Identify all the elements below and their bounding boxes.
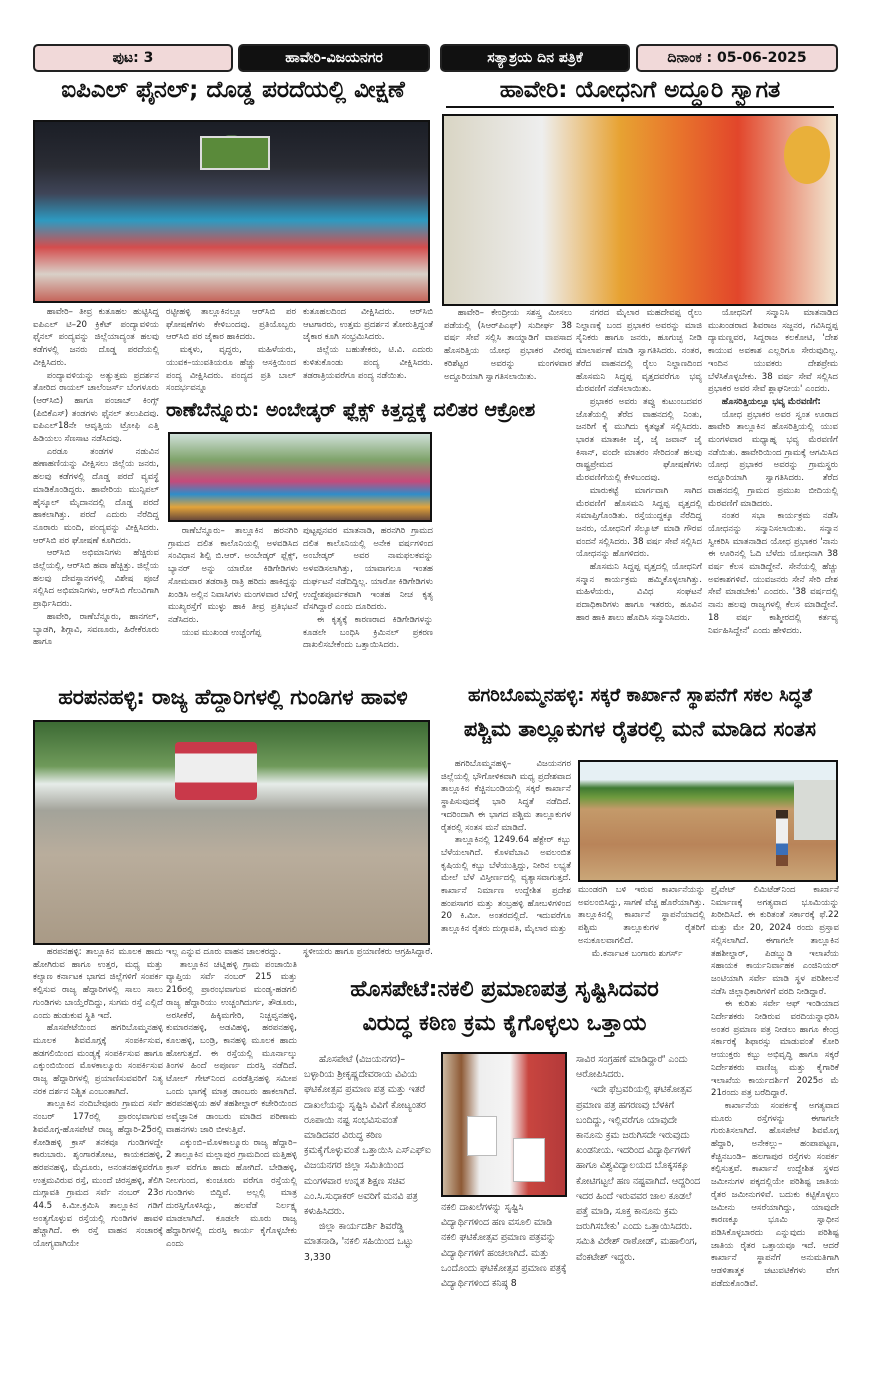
hosapete-column-3 — [576, 1052, 704, 1327]
ipl-column-2 — [166, 306, 296, 398]
paragraph: ತಾಲ್ಲೂಕಿನಲ್ಲಿ 1249.64 ಹೆಕ್ಟೇರ್ ಕಬ್ಬು ಬೆಳೆಯಲಾಗಿದೆ. ಕೊಳವೆಬಾವಿ ಅವಲಂಬಿತ ಕೃಷಿಯಲ್ಲಿ ಕಬ್ಬು ಬೆಳೆಯುತ್ತಿದ್ದು, ನೀರಿನ ಲಭ್ಯತೆ ಮೇಲೆ ಬೆಳೆ ವಿಸ್ತೀರ್ಣದಲ್ಲಿ ವ್ಯತ್ಯಾಸವಾಗುತ್ತದೆ. ಕಾರ್ಖಾನೆ ನಿರ್ಮಾಣ ಉದ್ದೇಶಿತ ಪ್ರದೇಶ ಹಂಪಸಾಗರ ಮತ್ತು ತಂಬ್ರಹಳ್ಳಿ ಹೋಬಳಿಗಳಿಂದ 20 ಕಿ.ಮೀ. ಅಂತರದಲ್ಲಿದೆ. ಇದುವರೆಗೂ ತಾಲ್ಲೂಕಿನ ರೈತರು ದುಗ್ಗಾವತಿ, ಮೈಲಾರ ಮತ್ತು — [441, 835, 571, 935]
certificate-right — [513, 1138, 545, 1182]
photo-farm-field — [578, 760, 838, 882]
photo-two-men-letters — [441, 1052, 567, 1197]
paragraph: ಎರಡೂ ತಂಡಗಳ ನಡುವಿನ ಹಣಾಹಣಿಯನ್ನು ವೀಕ್ಷಿಸಲು ಜಿಲ್ಲೆಯ ಜನರು, ಹಲವು ಕಡೆಗಳಲ್ಲಿ ದೊಡ್ಡ ಪರದೆ ವ್ಯವಸ್ಥೆ ಮಾಡಿಕೊಂಡಿದ್ದರು. ಹಾವೇರಿಯ ಮುನ್ಸಿಪಲ್ ಹೈಸ್ಕೂಲ್ ಮೈದಾನದಲ್ಲಿ ದೊಡ್ಡ ಪರದೆ ಹಾಕಲಾಗಿತ್ತು. ಪರದೆ ಎದುರು ನೆರೆದಿದ್ದ ನೂರಾರು ಮಂದಿ, ಪಂದ್ಯವನ್ನು ವೀಕ್ಷಿಸಿದರು. ಆರ್‌ಸಿಬಿ ಪರ ಘೋಷಣೆ ಕೂಗಿದರು. — [33, 446, 159, 546]
paragraph: ಹಾವೇರಿ– ಕೇಂದ್ರೀಯ ಸಶಸ್ತ್ರ ಮೀಸಲು ಪಡೆಯಲ್ಲಿ (ಸಿಆರ್‌ಪಿಎಫ್) ಸುದೀರ್ಘ 38 ವರ್ಷ ಸೇವೆ ಸಲ್ಲಿಸಿ ತಾಯ್ನಾಡಿಗೆ ವಾಪಸಾದ ಹೊಸರಿತ್ತಿಯ ಯೋಧ ಪ್ರಭಾಕರ ವೀರಪ್ಪ ಕರಿಶೆಟ್ಟರ ಅವರನ್ನು ಮಂಗಳವಾರ ಅದ್ದೂರಿಯಾಗಿ ಸ್ವಾಗತಿಸಲಾಯಿತು. — [444, 308, 572, 382]
paragraph: ಇಲ್ಲ ಎನ್ನುವ ದೂರು ವಾಹನ ಚಾಲಕರದ್ದು. — [166, 947, 282, 957]
paragraph: ಯುವ ಮುಖಂಡ ಉಚ್ಚೆಂಗೆಪ್ಪ — [181, 627, 262, 638]
paragraph: ಸ್ಥಳೀಯರು ಹಾಗೂ ಪ್ರಯಾಣಿಕರು ಆಗ್ರಹಿಸಿದ್ದಾರೆ. — [303, 947, 433, 957]
hosapete-column-1 — [304, 1052, 434, 1327]
date-text: ದಿನಾಂಕ : 05-06-2025 — [667, 50, 807, 66]
headline-ranebennur: ರಾಣೆಬೆನ್ನೂರು: ಅಂಬೇಡ್ಕರ್ ಫ್ಲೆಕ್ಸ್ ಕಿತ್ತದ್ದಕ್ಕೆ ದಲಿತರ ಆಕ್ರೋಶ — [166, 399, 536, 421]
paragraph: ಯೋಧನಿಗೆ ಸನ್ಮಾನಿಸಿ ಮಾತನಾಡಿದ ಮುಖಂಡರಾದ ಶಿವರಾಜ ಸಜ್ಜನರ, ಗವಿಸಿದ್ದಪ್ಪ ದ್ಯಾಮಣ್ಣವರ, ಸಿದ್ದರಾಜ ಕಲಕೋಟಿ, 'ದೇಶ ಕಾಯುವ ಅವಕಾಶ ಎಲ್ಲರಿಗೂ ಸೇರುವುದಿಲ್ಲ. ಇಂದಿನ ಯುವಕರು ದೇಶಪ್ರೇಮ ಬೆಳೆಸಿಕೊಳ್ಳಬೇಕು. 38 ವರ್ಷ ಸೇವೆ ಸಲ್ಲಿಸಿದ ಪ್ರಭಾಕರ ಅವರ ಸೇವೆ ಶ್ಲಾಘನೀಯ' ಎಂದರು. — [708, 308, 838, 395]
paragraph: ಹರಪನಹಳ್ಳಿ: ತಾಲ್ಲೂಕಿನ ಮೂಲಕ ಹಾದು ಹೋಗಿರುವ ಹಾಗೂ ಉತ್ತರ, ಮಧ್ಯ ಮತ್ತು ಕಲ್ಯಾಣ ಕರ್ನಾಟಕ ಭಾಗದ ಜಿಲ್ಲೆಗಳಿಗೆ ಸಂಪರ್ಕ ಕಲ್ಪಿಸುವ ರಾಜ್ಯ ಹೆದ್ದಾರಿಗಳಲ್ಲಿ ಸಾಲು ಸಾಲು ಗುಂಡಿಗಳು ಬಾಯ್ತೆರೆದಿದ್ದು, ಸುಗಮ ರಸ್ತೆ ಎಲ್ಲಿದೆ ಎಂದು ಹುಡುಕುವ ಸ್ಥಿತಿ ಇದೆ. — [33, 947, 163, 1021]
welcome-column-1 — [444, 307, 572, 399]
headline-ipl: ಐಪಿಎಲ್ ಫೈನಲ್; ದೊಡ್ಡ ಪರದೆಯಲ್ಲಿ ವೀಕ್ಷಣೆ — [61, 77, 405, 103]
bus — [175, 742, 257, 800]
paragraph: ಹಾವೇರಿ, ರಾಣೆಬೆನ್ನೂರು, ಹಾನಗಲ್, ಬ್ಯಾಡಗಿ, ಶಿಗ್ಗಾವಿ, ಸವಣೂರು, ಹಿರೇಕೆರೂರು ಹಾಗೂ — [33, 611, 159, 648]
farmer-figure — [776, 810, 788, 866]
paragraph: ಪ್ರೈವೇಟ್ ಲಿಮಿಟೆಡ್‌ನಿಂದ ಕಾರ್ಖಾನೆ ನಿರ್ಮಾಣಕ್ಕೆ ಅಗತ್ಯವಾದ ಭೂಮಿಯನ್ನು ಖರೀದಿಸಿದೆ. ಈ ಕುರಿತಂತೆ ಸರ್ಕಾರಕ್ಕೆ ಫೆ.22 ಮತ್ತು ಮೇ 20, 2024 ರಂದು ಪ್ರಸ್ತಾವ ಸಲ್ಲಿಸಲಾಗಿದೆ. ಈಗಾಗಲೇ ತಾಲ್ಲೂಕಿನ ತಹಶೀಲ್ದಾರ್, ಪಿಡಬ್ಲ್ಯುಡಿ ಇಲಾಖೆಯ ಸಹಾಯಕ ಕಾರ್ಯನಿರ್ವಾಹಕ ಎಂಜಿನಿಯರ್ ಜಂಟಿಯಾಗಿ ಸರ್ವೇ ಮಾಡಿ ಸ್ಥಳ ಪರಿಶೀಲನೆ ನಡೆಸಿ ಜಿಲ್ಲಾಧಿಕಾರಿಗಳಿಗೆ ವರದಿ ನೀಡಿದ್ದಾರೆ. — [711, 885, 839, 997]
headline-hosapete-line2: ವಿರುದ್ಧ ಕಠಿಣ ಕ್ರಮ ಕೈಗೊಳ್ಳಲು ಒತ್ತಾಯ — [362, 1011, 647, 1036]
photo-ipl-crowd — [33, 120, 430, 303]
paragraph: ಮಾರುಕಟ್ಟೆ ಮಾರ್ಗವಾಗಿ ಸಾಗಿದ ಮೆರವಣಿಗೆ ಹೊಸಮನಿ ಸಿದ್ದಪ್ಪ ವೃತ್ತದಲ್ಲಿ ಸಮಾಪ್ತಿಗೊಂಡಿತು. ರಸ್ತೆಯುದ್ದಕ್ಕೂ ನೆರೆದಿದ್ದ ಜನರು, ಯೋಧನಿಗೆ ಸೆಲ್ಯೂಟ್ ಮಾಡಿ ಗೌರವ ವಂದನೆ ಸಲ್ಲಿಸಿದರು. 38 ವರ್ಷ ಸೇವೆ ಸಲ್ಲಿಸಿದ ಯೋಧನನ್ನು ಹೊಗಳಿದರು. — [576, 485, 702, 560]
paragraph: ಹೊಸಮನಿ ಸಿದ್ದಪ್ಪ ವೃತ್ತದಲ್ಲಿ ಯೋಧನಿಗೆ ಸನ್ಮಾನ ಕಾರ್ಯಕ್ರಮ ಹಮ್ಮಿಕೊಳ್ಳಲಾಗಿತ್ತು. ಮಹಿಳೆಯರು, ವಿವಿಧ ಸಂಘಟನೆ ಪದಾಧಿಕಾರಿಗಳು ಹಾಗೂ ಇತರರು, ಹೂವಿನ ಹಾರ ಹಾಕಿ ಶಾಲು ಹೊದಿಸಿ ಸನ್ಮಾನಿಸಿದರು. — [576, 562, 702, 623]
paragraph: ಸಾವಿರ ಸಂಗ್ರಹಣೆ ಮಾಡಿದ್ದಾರೆ' ಎಂದು ಆರೋಪಿಸಿದರು. — [576, 1054, 688, 1081]
paragraph: ರಟ್ಟೀಹಳ್ಳಿ ತಾಲ್ಲೂಕಿನಲ್ಲೂ ಆರ್‌ಸಿಬಿ ಪರ ಘೋಷಣೆಗಳು ಕೇಳಿಬಂದವು. ಪ್ರತಿಯೊಬ್ಬರು ಆರ್‌ಸಿಬಿ ಪರ ಜೈಕಾರ ಹಾಕಿದರು. — [166, 307, 296, 343]
date-label — [636, 44, 838, 72]
paragraph: ಹಾವೇರಿ– ತೀವ್ರ ಕುತೂಹಲ ಹುಟ್ಟಿಸಿದ್ದ ಐಪಿಎಲ್ ಟಿ–20 ಕ್ರಿಕೆಟ್ ಪಂದ್ಯಾವಳಿಯ ಫೈನಲ್ ಪಂದ್ಯವನ್ನು ಜಿಲ್ಲೆಯಾದ್ಯಂತ ಹಲವು ಕಡೆಗಳಲ್ಲಿ ಜನರು ದೊಡ್ಡ ಪರದೆಯಲ್ಲಿ ವೀಕ್ಷಿಸಿದರು. — [33, 307, 159, 368]
paragraph: ಜಿಲ್ಲೆಯ ಬಹುತೇಕರು, ಟಿ.ವಿ. ಎದುರು ಕುಳಿತುಕೊಂಡು ಪಂದ್ಯ ವೀಕ್ಷಿಸಿದರು. ತಡರಾತ್ರಿಯವರೆಗೂ ಪಂದ್ಯ ನಡೆಯಿತು. — [303, 345, 433, 381]
headline-underline — [446, 106, 834, 108]
subheading: ಹೊಸರಿತ್ತಿಯಲ್ಲೂ ಭವ್ಯ ಮೆರವಣಿಗೆ: — [721, 396, 821, 407]
page-number-label — [33, 44, 233, 72]
paragraph: ಎಕ್ಕುಂಬಿ–ಮೊಳಕಾಲ್ಮೂರು ರಾಜ್ಯ ಹೆದ್ದಾರಿ–2 ತಾಲ್ಲೂಕಿನ ಮಲ್ಲಾಪುರ ಗ್ರಾಮದಿಂದ ಮತ್ತಿಹಳ್ಳಿ ಕ್ರಾಸ್ ವರೆಗೂ ಹಾದು ಹೋಗಿದೆ. ಬೇಡಿಹಳ್ಳಿ, ನೀಲಗುಂದ, ಕುಂಚೂರು ವರೆಗೂ ರಸ್ತೆಯಲ್ಲಿ ಗುಂಡಿಗಳು ಬಿದ್ದಿವೆ. ಅಲ್ಲಲ್ಲಿ ಮಾತ್ರ ದುರಸ್ತಿಗೊಳಿಸಿದ್ದು, ಹಲವೆಡೆ ನಿರ್ಲಕ್ಷ್ಯ ಮಾಡಲಾಗಿದೆ. ಕೂಡಲೇ ಮೂರು ರಾಜ್ಯ ಹೆದ್ದಾರಿಗಳಲ್ಲಿ ದುರಸ್ತಿ ಕಾರ್ಯ ಕೈಗೊಳ್ಳಬೇಕು ಎಂದು — [166, 1137, 297, 1250]
paragraph: ಈ ಕುರಿತು ಸರ್ವೇ ಆಫ್ ಇಂಡಿಯಾದ ನಿರ್ದೇಶಕರು ನೀಡಿರುವ ವರದಿಯನ್ನಾಧರಿಸಿ ಅಂತರ ಪ್ರಮಾಣ ಪತ್ರ ನೀಡಲು ಹಾಗೂ ಕೇಂದ್ರ ಸರ್ಕಾರಕ್ಕೆ ಶಿಫಾರಸ್ಸು ಮಾಡುವಂತೆ ಕೋರಿ ಆಯುಕ್ತರು ಕಬ್ಬು ಅಭಿವೃದ್ಧಿ ಹಾಗೂ ಸಕ್ಕರೆ ನಿರ್ದೇಶಕರು ವಾಣಿಜ್ಯ ಮತ್ತು ಕೈಗಾರಿಕೆ ಇಲಾಖೆಯ ಕಾರ್ಯದರ್ಶಿಗೆ 2025ರ ಮೆ 21ರಂದು ಪತ್ರ ಬರೆದಿದ್ದಾರೆ. — [711, 999, 839, 1099]
paragraph: ಈ ಕೃತ್ಯಕ್ಕೆ ಕಾರಣರಾದ ಕಿಡಿಗೇಡಿಗಳನ್ನು ಕೂಡಲೇ ಬಂಧಿಸಿ ಕ್ರಿಮಿನಲ್ ಪ್ರಕರಣ ದಾಖಲಿಸಬೇಕೆಂದು ಒತ್ತಾಯಿಸಿದರು. — [303, 614, 433, 651]
paragraph: ನಗರದ ಮೈಲಾರ ಮಹದೇವಪ್ಪ ರೈಲು ನಿಲ್ದಾಣಕ್ಕೆ ಬಂದ ಪ್ರಭಾಕರ ಅವರನ್ನು ಮಾಜಿ ಸೈನಿಕರು ಹಾಗೂ ಜನರು, ಹೂಗುಚ್ಛ ನೀಡಿ ಮಾಲಾರ್ಪಣೆ ಮಾಡಿ ಸ್ವಾಗತಿಸಿದರು. ನಂತರ, ತೆರೆದ ವಾಹನದಲ್ಲಿ ರೈಲು ನಿಲ್ದಾಣದಿಂದ ಹೊಸಮನಿ ಸಿದ್ದಪ್ಪ ವೃತ್ತದವರೆಗೂ ಭವ್ಯ ಮೆರವಣಿಗೆ ನಡೆಸಲಾಯಿತು. — [576, 308, 702, 395]
harapanahalli-column-2 — [166, 946, 297, 1326]
paragraph: ಹಗರಿಬೊಮ್ಮನಹಳ್ಳಿ– ವಿಜಯನಗರ ಜಿಲ್ಲೆಯಲ್ಲಿ ಭೌಗೋಳಿಕವಾಗಿ ಮಧ್ಯ ಪ್ರದೇಶವಾದ ತಾಲ್ಲೂಕಿನ ಕೆಚ್ಚಿನಬಂಡಿಯಲ್ಲಿ ಸಕ್ಕರೆ ಕಾರ್ಖಾನೆ ಸ್ಥಾಪಿಸುವುದಕ್ಕೆ ಭಾರಿ ಸಿದ್ಧತೆ ನಡೆದಿದೆ. ಇದರಿಂದಾಗಿ ಈ ಭಾಗದ ಪಶ್ಚಿಮ ತಾಲ್ಲೂಕುಗಳ ರೈತರಲ್ಲಿ ಸಂತಸ ಮನೆ ಮಾಡಿದೆ. — [441, 759, 571, 833]
harapanahalli-column-1 — [33, 946, 163, 1326]
hosapete-column-2 — [441, 1200, 569, 1326]
paragraph: ಪ್ರಭಾಕರ ಅವರು ತವ್ವು ಕುಟುಂಬದವರ ಜೊತೆಯಲ್ಲಿ ತೆರೆದ ವಾಹನದಲ್ಲಿ ನಿಂತು, ಜನರಿಗೆ ಕೈ ಮುಗಿದು ಕೃತಜ್ಞತೆ ಸಲ್ಲಿಸಿದರು. ಭಾರತ ಮಾತಾಕೀ ಜೈ, ಜೈ ಜವಾನ್ ಜೈ ಕಿಸಾನ್, ವಂದೇ ಮಾತರಂ ಸೇರಿದಂತೆ ಹಲವು ರಾಷ್ಟ್ರಪ್ರೇಮದ ಘೋಷಣೆಗಳು ಮೆರವಣಿಗೆಯಲ್ಲಿ ಕೇಳಿಬಂದವು. — [576, 396, 702, 484]
paragraph: ಕುತೂಹಲದಿಂದ ವೀಕ್ಷಿಸಿದರು. ಆರ್‌ಸಿಬಿ ಆಟಗಾರರು, ಉತ್ತಮ ಪ್ರದರ್ಶನ ತೋರುತ್ತಿದ್ದಂತೆ ಜೈಕಾರ ಕೂಗಿ ಸಂಭ್ರಮಿಸಿದರು. — [303, 307, 433, 343]
hagari-column-2 — [578, 884, 705, 956]
page-number-text: ಪುಟ: 3 — [112, 50, 154, 66]
ranebennur-column-1 — [168, 525, 298, 680]
paragraph: ಆರ್‌ಸಿಬಿ ಅಭಿಮಾನಿಗಳು ಹೆಚ್ಚಿರುವ ಜಿಲ್ಲೆಯಲ್ಲಿ, ಆರ್‌ಸಿಬಿ ಹವಾ ಹೆಚ್ಚಿತ್ತು. ಜಿಲ್ಲೆಯ ಹಲವು ದೇವಸ್ಥಾನಗಳಲ್ಲಿ ವಿಶೇಷ ಪೂಜೆ ಸಲ್ಲಿಸಿದ ಅಭಿಮಾನಿಗಳು, ಆರ್‌ಸಿಬಿ ಗೆಲುವಿಗಾಗಿ ಪ್ರಾರ್ಥಿಸಿದರು. — [33, 548, 159, 610]
paragraph: ಮೆ.ಕರ್ನಾಟಕ ಬಂಗಾರು ಶುಗರ್ಸ್ — [591, 948, 683, 956]
paper-name-text: ಸತ್ಯಾಶ್ರಯ ದಿನ ಪತ್ರಿಕೆ — [487, 50, 583, 66]
paragraph: ಪುಟ್ಟಪ್ಪನವರ ಮಾತನಾಡಿ, ಹರನಗಿರಿ ಗ್ರಾಮದ ದಲಿತ ಕಾಲೊನಿಯಲ್ಲಿ ಅನೇಕ ವರ್ಷಗಳಿಂದ ಅಂಬೇಡ್ಕರ್ ಅವರ ನಾಮಫಲಕವನ್ನು ಅಳವಡಿಸಲಾಗಿತ್ತು, ಯಾವಾಗಲೂ ಇಂತಹ ದುರ್ಘಟನೆ ನಡೆದಿದ್ದಿಲ್ಲ. ಯಾರೋ ಕಿಡಿಗೇಡಿಗಳು ಉದ್ದೇಶಪೂರ್ವಕವಾಗಿ ಇಂತಹ ನೀಚ ಕೃತ್ಯ ವೆಸಗಿದ್ದಾರೆ ಎಂದು ದೂರಿದರು. — [303, 526, 433, 613]
headline-hagaribommanahalli-line1: ಹಗರಿಬೊಮ್ಮನಹಳ್ಳಿ: ಸಕ್ಕರೆ ಕಾರ್ಖಾನೆ ಸ್ಥಾಪನೆಗೆ ಸಕಲ ಸಿದ್ಧತೆ — [468, 685, 812, 706]
paragraph: ತಾಲ್ಲೂಕಿನ ನಂದಿಬೇವೂರು ಗ್ರಾಮದ ಸರ್ವೆ ನಂಬರ್ 177ರಲ್ಲಿ ಪ್ರಾರಂಭವಾಗುವ ಶಿವಮೊಗ್ಗ-ಹೊಸಪೇಟೆ ರಾಜ್ಯ ಹೆದ್ದಾರಿ-25ರಲ್ಲಿ ಕೋಡಿಹಳ್ಳಿ ಕ್ರಾಸ್ ತನಕವೂ ಗುಂಡಿಗಳದ್ದೇ ಕಾರುಬಾರು. ಶೃಂಗಾರತೋಟ, ಕಾಯಕದಹಳ್ಳಿ, ಹರಪನಹಳ್ಳಿ, ಮೈದೂರು, ಅನಂತನಹಳ್ಳಿವರೆಗೂ ಉತ್ತಮವಿರುವ ರಸ್ತೆ, ಮುಂದೆ ಚಿರಸ್ತಹಳ್ಳಿ, ತೆಲಿಗಿ ದುಗ್ಗಾವತಿ ಗ್ರಾಮದ ಸರ್ವೆ ನಂಬರ್ 23ರ 44.5 ಕಿ.ಮೀ.ಕ್ರಮಿಸಿ ತಾಲ್ಲೂಕಿನ ಗಡಿಗೆ ಅಂತ್ಯಗೊಳ್ಳುವ ರಸ್ತೆಯಲ್ಲಿ ಗುಂಡಿಗಳ ಹಾವಳಿ ಹೆಚ್ಚಾಗಿದೆ. ಈ ರಸ್ತೆ ವಾಹನ ಸಂಚಾರಕ್ಕೆ ಯೋಗ್ಯವಾಗಿಯೇ — [33, 1099, 163, 1250]
paragraph: ತಾಲ್ಲೂಕಿನ ಚಟ್ನಿಹಳ್ಳಿ ಗ್ರಾಮ ಪಂಚಾಯಿತಿ ವ್ಯಾಪ್ತಿಯ ಸರ್ವೆ ನಂಬರ್ 215 ಮತ್ತು 216ರಲ್ಲಿ ಪ್ರಾರಂಭವಾಗುವ ಮಂಡ್ಯ-ಹಡಗಲಿ ರಾಜ್ಯ ಹೆದ್ದಾರಿಯು ಉಚ್ಚಂಗಿದುರ್ಗ, ತೌಡೂರು, ಅರಸೀಕೆರೆ, ಹಿಕ್ಕಿಮಗೇರಿ, ನಿಚ್ಚವ್ವನಹಳ್ಳಿ, ಕುಮಾರನಹಳ್ಳಿ, ಅಡವಿಹಳ್ಳಿ, ಹರಪನಹಳ್ಳಿ, ಕೂಲಹಳ್ಳಿ, ಬಂಡ್ರಿ, ಕಾನಹಳ್ಳಿ ಮೂಲಕ ಹಾದು ಹೋಗುತ್ತದೆ. ಈ ರಸ್ತೆಯಲ್ಲಿ ಮೂರ್ನಾಲ್ಕು ತಿಂಗಳ ಹಿಂದೆ ಅಪೂರ್ಣ ದುರಸ್ತಿ ನಡೆದಿದೆ. ಟೋಲ್ ಗೇಟ್‌ನಿಂದ ಎರಡೆತ್ತಿನಹಳ್ಳಿ ಸಮೀಪ ಒಂದು ಭಾಗಕ್ಕೆ ಮಾತ್ರ ಡಾಂಬರು ಹಾಕಲಾಗಿದೆ. ಹರಪನಹಳ್ಳಿಯ ಹಳೆ ತಹಶೀಲ್ದಾರ್ ಕಚೇರಿಯಿಂದ ಅವೈಜ್ಞಾನಿಕ ಡಾಂಬರು ಮಾಡಿದ ಪರಿಣಾಮ ವಾಹನಗಳು ಜಾರಿ ಬೀಳುತ್ತಿವೆ. — [166, 959, 297, 1135]
paragraph: ಹೊಸಪೇಟೆ (ವಿಜಯನಗರ)– ಬಳ್ಳಾರಿಯ ಶ್ರೀಕೃಷ್ಣದೇವರಾಯ ವಿವಿಯ ಘಟಿಕೋತ್ಸವ ಪ್ರಮಾಣ ಪತ್ರ ಮತ್ತು ಇತರೆ ದಾಖಲೆಯನ್ನು ಸೃಷ್ಟಿಸಿ ವಿವಿಗೆ ಕೋಟ್ಯಂತರ ರೂಪಾಯಿ ನಷ್ಟ ಸಂಭವಿಸುವಂತೆ ಮಾಡಿದವರ ವಿರುದ್ಧ ಕಠಿಣ ಕ್ರಮಕೈಗೊಳ್ಳುವಂತೆ ಒತ್ತಾಯಿಸಿ ಎಸ್‌ಎಫ್‌ಐ ವಿಜಯನಗರ ಜಿಲ್ಲಾ ಸಮಿತಿಯಿಂದ ಮಂಗಳವಾರ ಉನ್ನತ ಶಿಕ್ಷಣ ಸಚಿವ ಎಂ.ಸಿ.ಸುಧಾಕರ್ ಅವರಿಗೆ ಮನವಿ ಪತ್ರ ಕಳುಹಿಸಿದರು. — [304, 1054, 431, 1218]
paragraph: ಕಾರ್ಖಾನೆಯ ಸಂಪರ್ಕಕ್ಕೆ ಅಗತ್ಯವಾದ ಮೂರು ರಸ್ತೆಗಳನ್ನು ಈಗಾಗಲೇ ಗುರುತಿಸಲಾಗಿದೆ. ಹೊಸಪೇಟೆ ಶಿವಮೊಗ್ಗ ಹೆದ್ದಾರಿ, ಅನೇಕಲ್ಲು– ಹಂಪಾಪಟ್ಟಣ, ಕೆಚ್ಚಿನಬಂಡಿ– ಹಲಗಾಪುರ ರಸ್ತೆಗಳು ಸಂಪರ್ಕ ಕಲ್ಪಿಸುತ್ತವೆ. ಕಾರ್ಖಾನೆ ಉದ್ದೇಶಿತ ಸ್ಥಳದ ಜಮೀನುಗಳ ಪಕ್ಕದಲ್ಲಿಯೇ ಪರಿಶಿಷ್ಟ ಜಾತಿಯ ರೈತರ ಜಮೀನುಗಳಿವೆ. ಬದುಕು ಕಟ್ಟಿಕೊಳ್ಳಲು ಜಮೀನು ಆಸರೆಯಾಗಿದ್ದು, ಯಾವುದೇ ಕಾರಣಕ್ಕೂ ಭೂಮಿ ಸ್ವಾಧೀನ ಪಡಿಸಿಕೊಳ್ಳಬಾರದು ಎನ್ನುವುದು ಪರಿಶಿಷ್ಟ ಜಾತಿಯ ರೈತರ ಒತ್ತಾಯವೂ ಇದೆ. ಆದರೆ ಕಾರ್ಖಾನೆ ಸ್ಥಾಪನೆಗೆ ಅನುಮತಿಗಾಗಿ ಆಡಳಿತಾತ್ಮಕ ಚಟುವಟಿಕೆಗಳು ವೇಗ ಪಡೆದುಕೊಂಡಿವೆ. — [711, 1100, 839, 1289]
headline-hosapete-line1: ಹೊಸಪೇಟೆ:ನಕಲಿ ಪ್ರಮಾಣಪತ್ರ ಸೃಷ್ಟಿಸಿದವರ — [350, 977, 659, 1002]
paragraph: ಇದೇ ಫೆಬ್ರವರಿಯಲ್ಲಿ ಘಟಿಕೋತ್ಸವ ಪ್ರಮಾಣ ಪತ್ರ ಹಗರಣವು ಬೆಳಕಿಗೆ ಬಂದಿದ್ದು, ಇಲ್ಲಿವರೆಗೂ ಯಾವುದೇ ಕಾನೂನು ಕ್ರಮ ಜರುಗಿಸದೇ ಇರುವುದು ಖಂಡನೀಯ. ಇದರಿಂದ ವಿದ್ಯಾರ್ಥಿಗಳಿಗೆ ಹಾಗೂ ವಿಶ್ವವಿದ್ಯಾಲಯದ ಬೊಕ್ಕಸಕ್ಕೂ ಕೋಟಿಗಟ್ಟಲೆ ಹಣ ನಷ್ಟವಾಗಿದೆ. ಆದ್ದರಿಂದ ಇದರ ಹಿಂದೆ ಇರುವವರ ಜಾಲ ಕೂಡಲೆ ಪತ್ತೆ ಮಾಡಿ, ಸೂಕ್ತ ಕಾನೂನು ಕ್ರಮ ಜರುಗಿಸಬೇಕು' ಎಂದು ಒತ್ತಾಯಿಸಿದರು. ಸಮಿತಿ ವಿರೇಶ್ ರಾಠೋಡ್, ಮಹಾಲಿಂಗ, ವೆಂಕಟೇಶ್ ಇದ್ದರು. — [576, 1084, 701, 1263]
headline-harapanahalli: ಹರಪನಹಳ್ಳಿ: ರಾಜ್ಯ ಹೆದ್ದಾರಿಗಳಲ್ಲಿ ಗುಂಡಿಗಳ ಹಾವಳಿ — [58, 685, 408, 709]
photo-bus-potholes — [33, 720, 430, 945]
ipl-column-3 — [303, 306, 433, 398]
banner-portrait — [784, 126, 830, 184]
edition-label — [238, 44, 430, 72]
paper-name — [440, 44, 630, 72]
headline-hagaribommanahalli-line2: ಪಶ್ಚಿಮ ತಾಲ್ಲೂಕುಗಳ ರೈತರಲ್ಲಿ ಮನೆ ಮಾಡಿದ ಸಂತಸ — [463, 717, 817, 741]
headline-haveri-welcome: ಹಾವೇರಿ: ಯೋಧನಿಗೆ ಅದ್ದೂರಿ ಸ್ವಾಗತ — [499, 77, 781, 103]
paragraph: ಯೋಧ ಪ್ರಭಾಕರ ಅವರ ಸ್ವಂತ ಊರಾದ ಹಾವೇರಿ ತಾಲ್ಲೂಕಿನ ಹೊಸರಿತ್ತಿಯಲ್ಲಿ ಯುವ ಮಂಗಳವಾರ ಮಧ್ಯಾಹ್ನ ಭವ್ಯ ಮೆರವಣಿಗೆ ನಡೆಯಿತು. ಹಾವೇರಿಯಿಂದ ಗ್ರಾಮಕ್ಕೆ ಆಗಮಿಸಿದ ಯೋಧ ಪ್ರಭಾಕರ ಅವರನ್ನು ಗ್ರಾಮಸ್ಥರು ಅದ್ದೂರಿಯಾಗಿ ಸ್ವಾಗತಿಸಿದರು. ತೆರೆದ ವಾಹನದಲ್ಲಿ ಗ್ರಾಮದ ಪ್ರಮುಖ ಬೀದಿಯಲ್ಲಿ ಮೆರವಣಿಗೆ ಮಾಡಿದರು. — [708, 409, 838, 509]
white-wall — [794, 780, 836, 840]
paragraph: ಮುಂಡರಗಿ ಬಳಿ ಇರುವ ಕಾರ್ಖಾನೆಯನ್ನು ಅವಲಂಬಿಸಿದ್ದು, ಸಾಗಣೆ ವೆಚ್ಚ ಹೊರೆಯಾಗಿತ್ತು. ತಾಲ್ಲೂಕಿನಲ್ಲಿ ಕಾರ್ಖಾನೆ ಸ್ಥಾಪನೆಯಾದಲ್ಲಿ ಪಶ್ಚಿಮ ತಾಲ್ಲೂಕುಗಳ ರೈತರಿಗೆ ಅನುಕೂಲವಾಗಲಿದೆ. — [578, 885, 705, 946]
certificate-left — [467, 1116, 497, 1156]
welcome-column-2 — [576, 307, 702, 680]
edition-text: ಹಾವೇರಿ-ವಿಜಯನಗರ — [285, 50, 383, 66]
photo-soldier-felicitation — [442, 114, 838, 306]
photo-ranebennur-protest — [168, 432, 432, 522]
paragraph: ನಕಲಿ ದಾಖಲೆಗಳನ್ನು ಸೃಷ್ಟಿಸಿ ವಿದ್ಯಾರ್ಥಿಗಳಿಂದ ಹಣ ವಸೂಲಿ ಮಾಡಿ ನಕಲಿ ಘಟಿಕೋತ್ಸವ ಪ್ರಮಾಣ ಪತ್ರವನ್ನು ವಿದ್ಯಾರ್ಥಿಗಳಿಗೆ ಹಂಚಲಾಗಿದೆ. ಮತ್ತು ಒಂದೊಂದು ಘಟಿಕೋತ್ಸವ ಪ್ರಮಾಣ ಪತ್ರಕ್ಕೆ ವಿದ್ಯಾರ್ಥಿಗಳಿಂದ ಕನಿಷ್ಠ 8 — [441, 1202, 567, 1290]
welcome-column-3 — [708, 307, 838, 680]
harapanahalli-column-3 — [303, 946, 435, 974]
big-screen — [200, 136, 270, 170]
paragraph: ರಾಣೆಬೆನ್ನೂರು– ತಾಲ್ಲೂಕಿನ ಹರನಗಿರಿ ಗ್ರಾಮದ ದಲಿತ ಕಾಲೊನಿಯಲ್ಲಿ ಅಳವಡಿಸಿದ ಸಂವಿಧಾನ ಶಿಲ್ಪಿ ಬಿ.ಆರ್. ಅಂಬೇಡ್ಕರ್ ಫ್ಲೆಕ್ಸ್, ಬ್ಯಾನರ್ ಅನ್ನು ಯಾರೋ ಕಿಡಿಗೇಡಿಗಳು ಸೋಮವಾರ ತಡರಾತ್ರಿ ರಾತ್ರಿ ಹರಿದು ಹಾಕಿದ್ದನ್ನು ಖಂಡಿಸಿ ಅಲ್ಲಿನ ನಿವಾಸಿಗಳು ಮಂಗಳವಾರ ಬೆಳಿಗ್ಗೆ ಮುಖ್ಯರಸ್ತೆಗೆ ಮುಳ್ಳು ಹಾಕಿ ತೀವ್ರ ಪ್ರತಿಭಟನೆ ನಡೆಸಿದರು. — [168, 526, 298, 625]
hagari-column-1 — [441, 758, 571, 954]
hagari-column-3 — [711, 884, 839, 1324]
ranebennur-column-2 — [303, 525, 433, 680]
ipl-column-1 — [33, 306, 159, 682]
paragraph: ಮಕ್ಕಳು, ವೃದ್ಧರು, ಮಹಿಳೆಯರು, ಯುವಕ–ಯುವತಿಯರೂ ಹೆಚ್ಚು ಆಸಕ್ತಿಯಿಂದ ಪಂದ್ಯ ವೀಕ್ಷಿಸಿದರು. ಪಂದ್ಯದ ಪ್ರತಿ ಬಾಲ್ ಸಂದರ್ಭವನ್ನೂ — [166, 345, 296, 394]
paragraph: ಪಂದ್ಯಾವಳಿಯನ್ನು ಅತ್ಯುತ್ತಮ ಪ್ರದರ್ಶನ ತೋರಿದ ರಾಯಲ್ ಚಾಲೆಂಜರ್ಸ್ ಬೆಂಗಳೂರು (ಆರ್‌ಸಿಬಿ) ಹಾಗೂ ಪಂಜಾಬ್ ಕಿಂಗ್ಸ್ (ಪಿಬಿಕೆಎಸ್) ತಂಡಗಳು ಫೈನಲ್ ತಲುಪಿದವು. ಐಪಿಎಲ್18ನೇ ಆವೃತ್ತಿಯ ಟ್ರೋಫಿ ಎತ್ತಿ ಹಿಡಿಯಲು ಸೆಣಸಾಟ ನಡೆಸಿದವು. — [33, 370, 159, 445]
paragraph: ಜಿಲ್ಲಾ ಕಾರ್ಯದರ್ಶಿ ಶಿವರೆಡ್ಡಿ ಮಾತನಾಡಿ, 'ನಕಲಿ ಸಹಿಯಿಂದ ಒಟ್ಟು 3,330 — [304, 1221, 414, 1263]
paragraph: ಹೊಸಪೇಟೆಯಿಂದ ಹಗರಿಬೊಮ್ಮನಹಳ್ಳಿ ಮೂಲಕ ಶಿವಮೊಗ್ಗಕ್ಕೆ ಸಂಪರ್ಕಿಸುವ, ಹಡಗಲಿಯಿಂದ ಮಂಡ್ಯಕ್ಕೆ ಸಂಪರ್ಕಿಸುವ ಹಾಗೂ ಎಕ್ಕುಂಬಿಯಿಂದ ಮೊಳಕಾಲ್ಮೂರು ಸಂಪರ್ಕಿಸುವ ರಾಜ್ಯ ಹೆದ್ದಾರಿಗಳಲ್ಲಿ ಪ್ರಯಾಣಿಸುವವರಿಗೆ ನಿತ್ಯ ನರಕ ದರ್ಶನ ನಿಶ್ಚಿತ ಎಂಬಂತಾಗಿದೆ. — [33, 1023, 163, 1097]
paragraph: ನಂತರ ಸಭಾ ಕಾರ್ಯಕ್ರಮ ನಡೆಸಿ ಯೋಧನನ್ನು ಸನ್ಮಾನಿಸಲಾಯಿತು. ಸನ್ಮಾನ ಸ್ವೀಕರಿಸಿ ಮಾತನಾಡಿದ ಯೋಧ ಪ್ರಭಾಕರ 'ನಾನು ಈ ಊರಿನಲ್ಲಿ ಓದಿ ಬೆಳೆದು ಯೋಧನಾಗಿ 38 ವರ್ಷ ಕೆಲಸ ಮಾಡಿದ್ದೇನೆ. ಸೇನೆಯಲ್ಲಿ ಹೆಚ್ಚು ಅವಕಾಶಗಳಿವೆ. ಯುವಜನರು ಸೇನೆ ಸೇರಿ ದೇಶ ಸೇವೆ ಮಾಡಬೇಕು' ಎಂದರು. '38 ವರ್ಷದಲ್ಲಿ ನಾನು ಹಲವು ರಾಜ್ಯಗಳಲ್ಲಿ ಕೆಲಸ ಮಾಡಿದ್ದೇನೆ. 18 ವರ್ಷ ಕಾಶ್ಮೀರದಲ್ಲಿ ಕರ್ತವ್ಯ ನಿರ್ವಹಿಸಿದ್ದೇನೆ' ಎಂದು ಹೇಳಿದರು. — [708, 511, 838, 636]
